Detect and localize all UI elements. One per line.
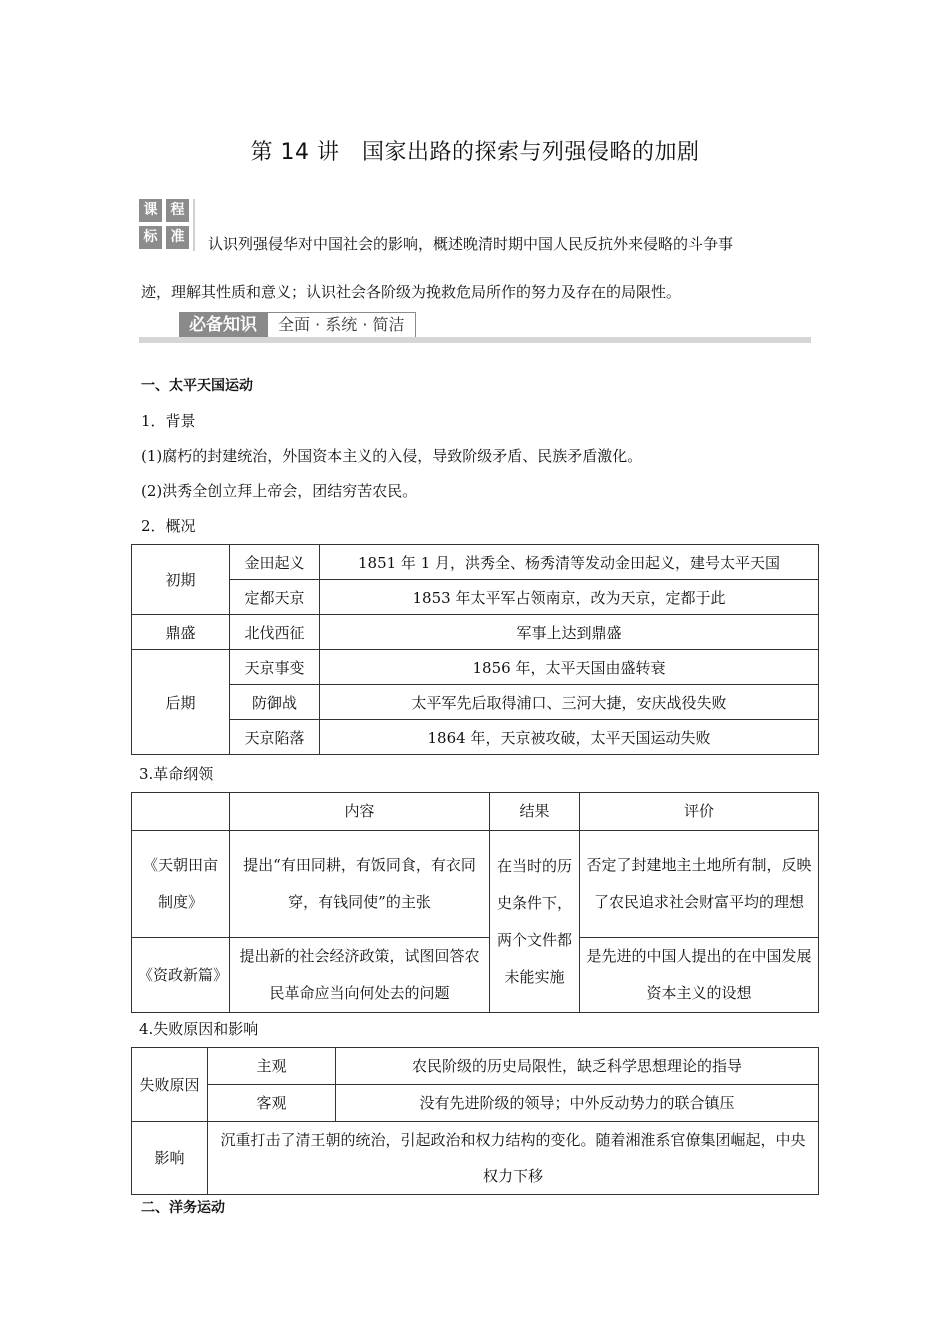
objective-label-cell: 客观 [208,1085,336,1122]
content-cell: 提出“有田同耕，有饭同食，有衣同穿，有钱同使”的主张 [230,831,490,938]
detail-cell: 军事上达到鼎盛 [320,615,819,650]
banner-label: 必备知识 [179,312,267,338]
detail-cell: 1853 年太平军占领南京，改为天京，定都于此 [320,580,819,615]
header-cell [132,793,230,831]
table-row [132,938,819,1013]
section-heading: 二、洋务运动 [141,1200,225,1216]
banner-subtitle: 全面 · 系统 · 简洁 [267,312,416,338]
detail-cell: 1856 年，太平天国由盛转衰 [320,650,819,685]
event-cell: 定都天京 [230,580,320,615]
background-item: (2)洪秀全创立拜上帝会，团结穷苦农民。 [141,482,418,500]
standard-text-line1: 认识列强侵华对中国社会的影响，概述晚清时期中国人民反抗外来侵略的斗争事 [208,235,734,253]
subheading-overview: 2．概况 [141,517,196,535]
event-cell: 防御战 [230,685,320,720]
subjective-label-cell: 主观 [208,1048,336,1085]
background-item: (1)腐朽的封建统治，外国资本主义的入侵，导致阶级矛盾、民族矛盾激化。 [141,447,643,465]
stage-cell: 鼎盛 [132,615,230,650]
curriculum-standard-badge [139,199,191,251]
document-name-cell: 《资政新篇》 [132,938,230,1013]
impact-cell: 沉重打击了清王朝的统治，引起政治和权力结构的变化。随着湘淮系官僚集团崛起，中央权力下移 [208,1122,819,1195]
event-cell: 金田起义 [230,545,320,580]
badge-char: 课 [139,199,162,222]
table-row [132,685,819,720]
section-heading: 一、太平天国运动 [141,378,253,394]
event-cell: 天京陷落 [230,720,320,755]
badge-char: 程 [166,199,189,222]
objective-cell: 没有先进阶级的领导；中外反动势力的联合镇压 [336,1085,819,1122]
table-row [132,1048,819,1085]
evaluation-cell: 否定了封建地主土地所有制，反映了农民追求社会财富平均的理想 [580,831,819,938]
subheading-background: 1．背景 [141,412,196,430]
table-row [132,1122,819,1195]
detail-cell: 1864 年，天京被攻破，太平天国运动失败 [320,720,819,755]
table-row [132,831,819,938]
overview-table [131,544,819,755]
table-row [132,1085,819,1122]
document-name-cell: 《天朝田亩制度》 [132,831,230,938]
page-title: 第 14 讲 国家出路的探索与列强侵略的加剧 [250,140,700,165]
table-row [132,615,819,650]
table-row [132,720,819,755]
impact-label-cell: 影响 [132,1122,208,1195]
badge-divider [193,199,195,251]
evaluation-cell: 是先进的中国人提出的在中国发展资本主义的设想 [580,938,819,1013]
section-banner [179,312,416,338]
header-cell: 内容 [230,793,490,831]
banner-underline [139,337,811,343]
badge-char: 准 [166,226,189,249]
event-cell: 天京事变 [230,650,320,685]
result-cell: 在当时的历史条件下，两个文件都未能实施 [490,831,580,1013]
subjective-cell: 农民阶级的历史局限性，缺乏科学思想理论的指导 [336,1048,819,1085]
content-cell: 提出新的社会经济政策，试图回答农民革命应当向何处去的问题 [230,938,490,1013]
stage-cell: 初期 [132,545,230,615]
table-header-row [132,793,819,831]
failure-table [131,1047,819,1195]
detail-cell: 1851 年 1 月，洪秀全、杨秀清等发动金田起义，建号太平天国 [320,545,819,580]
standard-text-line2: 迹，理解其性质和意义；认识社会各阶级为挽救危局所作的努力及存在的局限性。 [141,283,682,301]
detail-cell: 太平军先后取得浦口、三河大捷，安庆战役失败 [320,685,819,720]
table-row [132,545,819,580]
subheading-program: 3.革命纲领 [139,765,214,783]
table-row [132,580,819,615]
header-cell: 评价 [580,793,819,831]
badge-char: 标 [139,226,162,249]
event-cell: 北伐西征 [230,615,320,650]
stage-cell: 后期 [132,650,230,755]
table-row [132,650,819,685]
program-table [131,792,819,1013]
subheading-failure: 4.失败原因和影响 [139,1020,259,1038]
cause-label-cell: 失败原因 [132,1048,208,1122]
header-cell: 结果 [490,793,580,831]
